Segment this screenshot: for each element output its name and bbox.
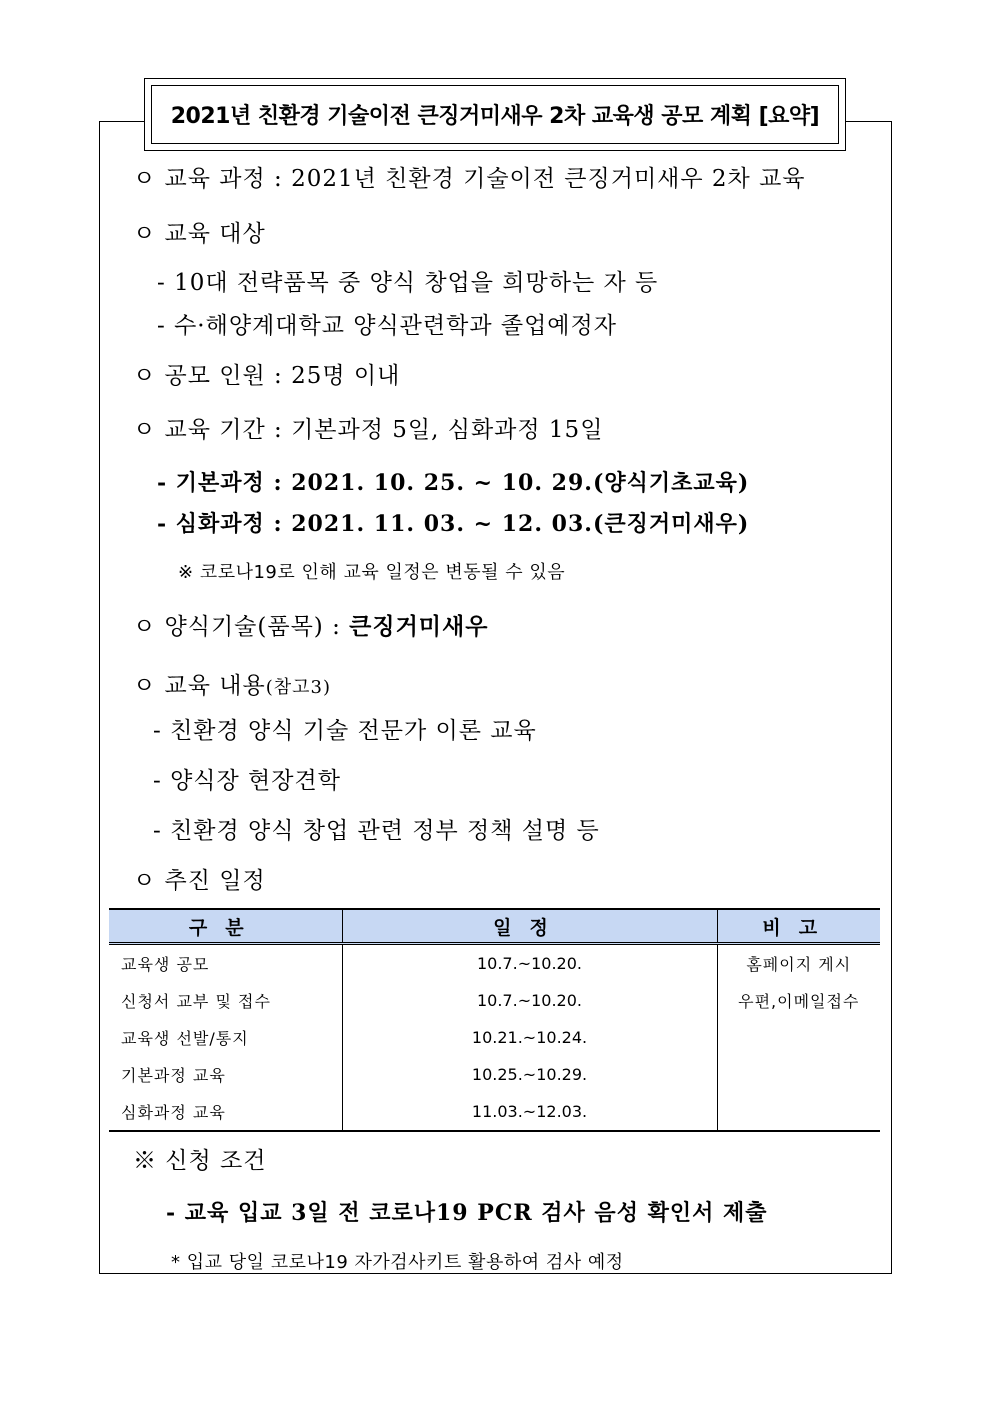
conditions-heading: ※ 신청 조건 bbox=[133, 1148, 267, 1174]
content-item-1: - 친환경 양식 기술 전문가 이론 교육 bbox=[153, 718, 537, 744]
schedule-table bbox=[109, 908, 880, 1132]
title-box bbox=[144, 78, 846, 151]
content-line bbox=[133, 667, 331, 700]
period-advanced: - 심화과정 : 2021. 11. 03. ~ 12. 03.(큰징거미새우) bbox=[157, 511, 750, 537]
header-schedule: 일정 bbox=[342, 909, 717, 944]
row-schedule: 10.7.~10.20. bbox=[342, 982, 717, 1019]
tech-label: ㅇ 양식기술(품목) : bbox=[133, 614, 350, 640]
conditions-note: * 입교 당일 코로나19 자가검사키트 활용하여 검사 예정 bbox=[171, 1252, 624, 1273]
conditions-item: - 교육 입교 3일 전 코로나19 PCR 검사 음성 확인서 제출 bbox=[166, 1200, 768, 1226]
table-header-row bbox=[109, 909, 880, 944]
row-schedule: 11.03.~12.03. bbox=[342, 1093, 717, 1131]
row-remarks: 우편,이메일접수 bbox=[717, 982, 880, 1019]
table-row bbox=[109, 944, 880, 983]
period-basic: - 기본과정 : 2021. 10. 25. ~ 10. 29.(양식기초교육) bbox=[157, 470, 750, 496]
schedule-line: ㅇ 추진 일정 bbox=[133, 868, 266, 894]
table-row bbox=[109, 1019, 880, 1056]
content-label: ㅇ 교육 내용 bbox=[133, 673, 266, 699]
recruit-line: ㅇ 공모 인원 : 25명 이내 bbox=[133, 363, 401, 389]
row-remarks bbox=[717, 1093, 880, 1131]
row-category: 심화과정 교육 bbox=[109, 1093, 342, 1131]
row-category: 신청서 교부 및 접수 bbox=[109, 982, 342, 1019]
course-line: ㅇ 교육 과정 : 2021년 친환경 기술이전 큰징거미새우 2차 교육 bbox=[133, 166, 806, 192]
header-remarks: 비고 bbox=[717, 909, 880, 944]
row-category: 교육생 공모 bbox=[109, 944, 342, 983]
document-title: 2021년 친환경 기술이전 큰징거미새우 2차 교육생 공모 계획 [요약] bbox=[151, 85, 839, 144]
period-line: ㅇ 교육 기간 : 기본과정 5일, 심화과정 15일 bbox=[133, 417, 604, 443]
row-schedule: 10.21.~10.24. bbox=[342, 1019, 717, 1056]
row-remarks: 홈페이지 게시 bbox=[717, 944, 880, 983]
period-note: ※ 코로나19로 인해 교육 일정은 변동될 수 있음 bbox=[178, 562, 566, 583]
table-row bbox=[109, 1093, 880, 1131]
content-reference: (참고3) bbox=[265, 677, 331, 698]
content-item-3: - 친환경 양식 창업 관련 정부 정책 설명 등 bbox=[153, 818, 600, 844]
table-row bbox=[109, 982, 880, 1019]
target-item-1: - 10대 전략품목 중 양식 창업을 희망하는 자 등 bbox=[157, 270, 659, 296]
header-category: 구분 bbox=[109, 909, 342, 944]
row-schedule: 10.25.~10.29. bbox=[342, 1056, 717, 1093]
row-schedule: 10.7.~10.20. bbox=[342, 944, 717, 983]
target-item-2: - 수·해양계대학교 양식관련학과 졸업예정자 bbox=[157, 313, 617, 339]
row-remarks bbox=[717, 1056, 880, 1093]
row-category: 기본과정 교육 bbox=[109, 1056, 342, 1093]
row-category: 교육생 선발/통지 bbox=[109, 1019, 342, 1056]
table-row bbox=[109, 1056, 880, 1093]
tech-value: 큰징거미새우 bbox=[349, 613, 489, 640]
tech-line bbox=[133, 608, 488, 641]
target-line: ㅇ 교육 대상 bbox=[133, 221, 266, 247]
row-remarks bbox=[717, 1019, 880, 1056]
content-item-2: - 양식장 현장견학 bbox=[153, 768, 341, 794]
